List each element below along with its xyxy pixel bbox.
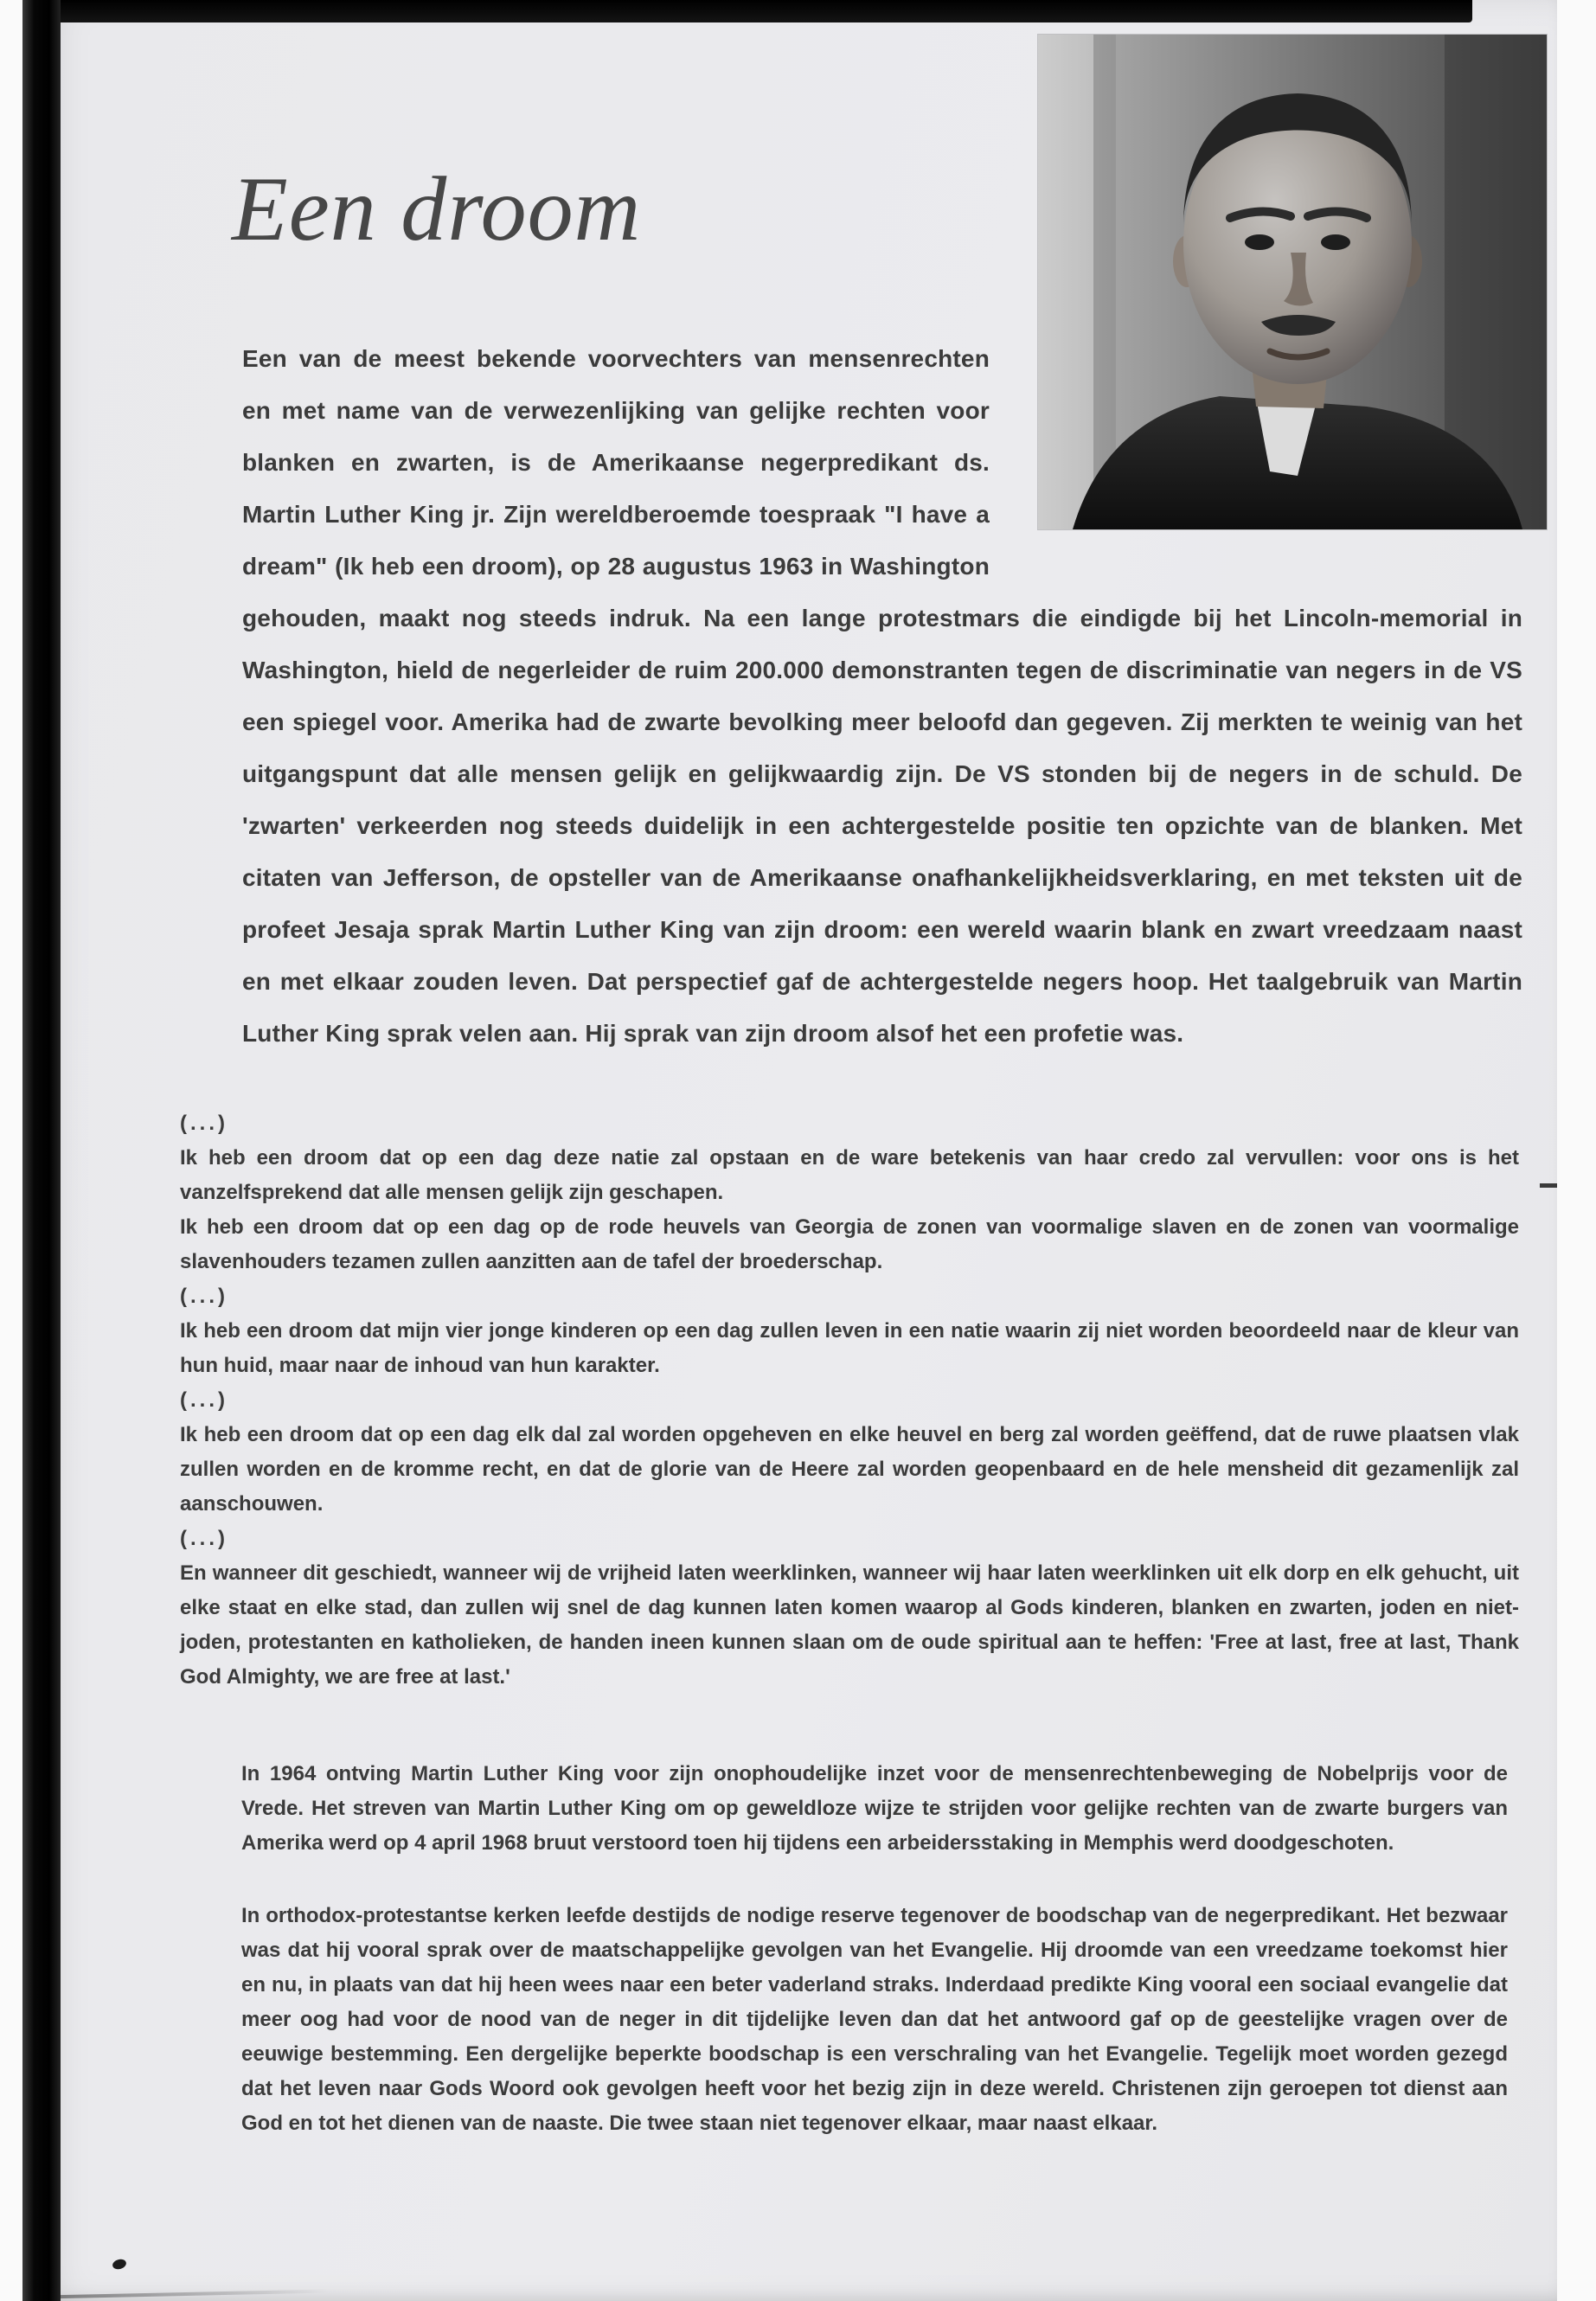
- speech-paragraph: Ik heb een droom dat op een dag elk dal zal worden opgeheven en elke heuvel en berg zal worden geëffend, dat de ruwe plaatsen vlak zullen worden en de kromme recht, en dat de glorie van de Heere zal worden geopenbaard en de hele mensheid dit gezamenlijk zal aanschouwen.: [180, 1423, 1519, 1516]
- speech-ellipsis: (...): [180, 1285, 228, 1309]
- afterword-paragraph-1: In 1964 ontving Martin Luther King voor zijn onophoudelijke inzet voor de mensenrechtenbeweging de Nobelprijs voor de Vrede. Het streven van Martin Luther King om op geweldloze wijze te strijden voor gelijke rechten van de zwarte burgers van Amerika werd op 4 april 1968 bruut verstoord toen hij tijdens een arbeidersstaking in Memphis werd doodgeschoten.: [241, 1762, 1508, 1856]
- page-title: Een droom: [232, 158, 642, 260]
- book-page-paper: [36, 0, 1557, 2301]
- speech-paragraph: En wanneer dit geschiedt, wanneer wij de vrijheid laten weerklinken, wanneer wij haar laten weerklinken uit elk dorp en elk gehucht, uit elke staat en elke stad, dan zullen wij snel de dag kunnen laten komen waarop al Gods kinderen, blanken en zwarten, joden en niet-joden, protestanten en katholieken, de handen ineen kunnen slaan om de oude spiritual aan te heffen: 'Free at last, free at last, Thank God Almighty, we are free at last.': [180, 1561, 1519, 1689]
- intro-paragraph: Een van de meest bekende voorvechters van mensenrechten en met name van de verwezenlijking van gelijke rechten voor blanken en zwarten, is de Amerikaanse negerpredikant ds. Martin Luther King jr. Zijn wereldberoemde toespraak "I have a dream" (Ik heb een droom), op 28 augustus 1963 in Washington gehouden, maakt nog steeds indruk. Na een lange protestmars die eindigde bij het Lincoln-memorial in Washington, hield de negerleider de ruim 200.000 demonstranten tegen de discriminatie van negers in de VS een spiegel voor. Amerika had de zwarte bevolking meer beloofd dan gegeven. Zij merkten te weinig van het uitgangspunt dat alle mensen gelijk en gelijkwaardig zijn. De VS stonden bij de negers in de schuld. De 'zwarten' verkeerden nog steeds duidelijk in een achtergestelde positie ten opzichte van de blanken. Met citaten van Jefferson, de opsteller van de Amerikaanse onafhankelijkheidsverklaring, en met teksten uit de profeet Jesaja sprak Martin Luther King van zijn droom: een wereld waarin blank en zwart vreedzaam naast en met elkaar zouden leven. Dat perspectief gaf de achtergestelde negers hoop. Het taalgebruik van Martin Luther King sprak velen aan. Hij sprak van zijn droom alsof het een profetie was.: [242, 345, 1522, 1048]
- dream-speech-excerpt: [180, 1106, 1519, 1695]
- scan-artifact-streak: [43, 2290, 329, 2299]
- scan-edge-left: [22, 0, 61, 2301]
- speech-ellipsis: (...): [180, 1527, 228, 1551]
- speech-paragraph: Ik heb een droom dat op een dag deze natie zal opstaan en de ware betekenis van haar credo zal vervullen: voor ons is het vanzelfsprekend dat alle mensen gelijk zijn geschapen.: [180, 1146, 1519, 1205]
- speech-paragraph: Ik heb een droom dat op een dag op de rode heuvels van Georgia de zonen van voormalige slaven en de zonen van voormalige slavenhouders tezamen zullen aanzitten aan de tafel der broederschap.: [180, 1215, 1519, 1274]
- scan-artifact-speck: [112, 2258, 127, 2271]
- afterword-paragraph-2: In orthodox-protestantse kerken leefde destijds de nodige reserve tegenover de boodschap van de negerpredikant. Het bezwaar was dat hij vooral sprak over de maatschappelijke gevolgen van het Evangelie. Hij droomde van een vreedzame toekomst hier en nu, in plaats van dat hij heen wees naar een beter vaderland straks. Inderdaad predikte King vooral een sociaal evangelie dat meer oog had voor de nood van de neger in dit tijdelijke leven dan dat het antwoord gaf op de geestelijke vragen over de eeuwige bestemming. Een dergelijke beperkte boodschap is een verschraling van het Evangelie. Tegelijk moet worden gezegd dat het leven naar Gods Woord ook gevolgen heeft voor het bezig zijn in deze wereld. Christenen zijn geroepen tot dienst aan God en tot het dienen van de naaste. Die twee staan niet tegenover elkaar, maar naast elkaar.: [241, 1904, 1508, 2136]
- mlk-portrait-graphic: [1038, 35, 1547, 529]
- scan-artifact-tick: [1540, 1183, 1557, 1188]
- scan-edge-top: [47, 0, 1472, 22]
- speech-ellipsis: (...): [180, 1388, 228, 1413]
- speech-paragraph: Ik heb een droom dat mijn vier jonge kinderen op een dag zullen leven in een natie waarin zij niet worden beoordeeld naar de kleur van hun huid, maar naar de inhoud van hun karakter.: [180, 1319, 1519, 1378]
- afterword: [241, 1757, 1508, 2141]
- mlk-portrait-photo: [1038, 35, 1547, 529]
- speech-ellipsis: (...): [180, 1112, 228, 1136]
